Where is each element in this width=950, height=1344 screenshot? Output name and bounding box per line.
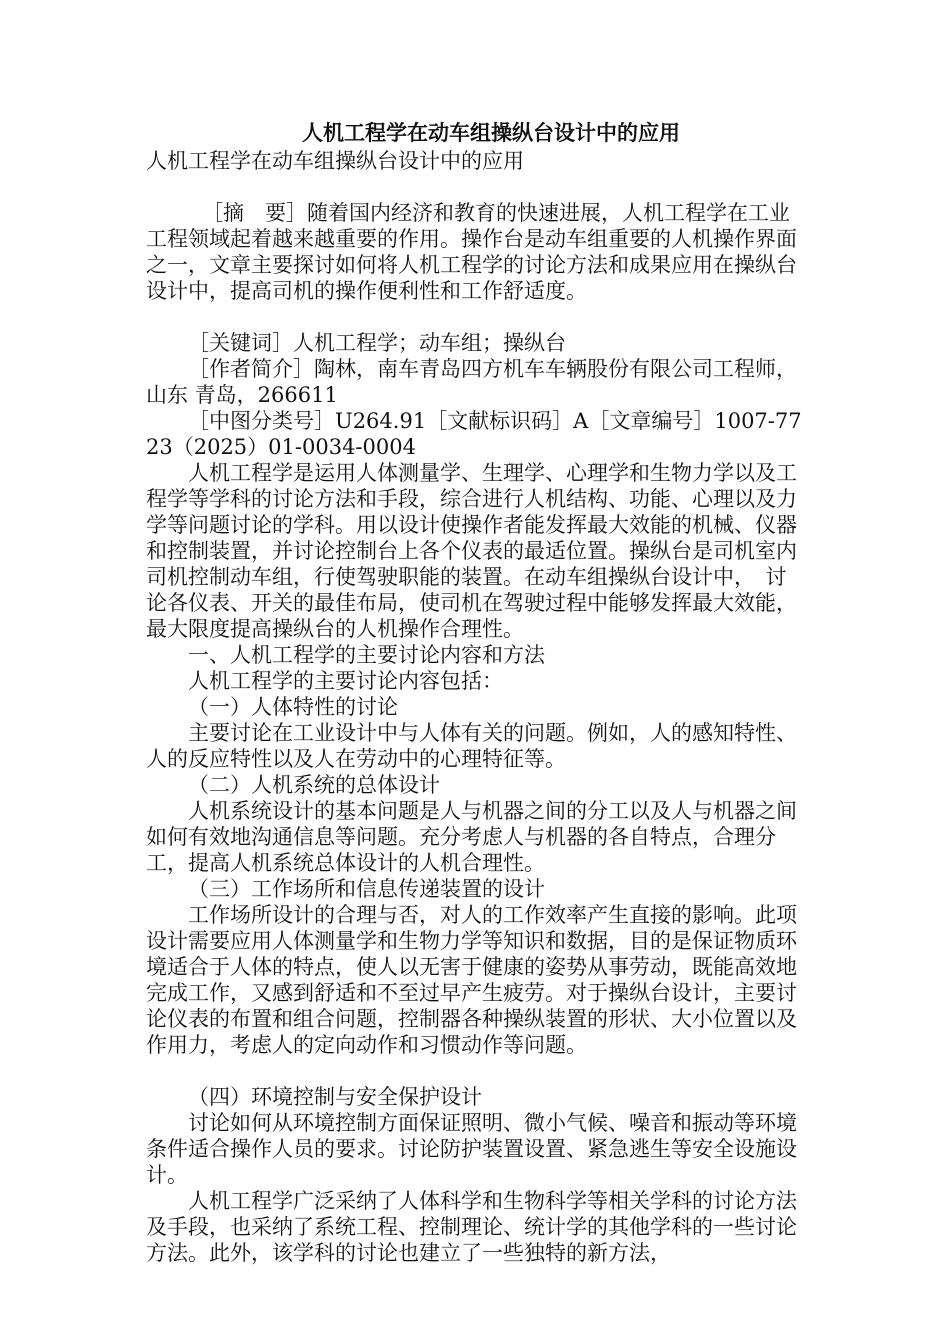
document-title: 人机工程学在动车组操纵台设计中的应用 [302,120,680,145]
subsection-heading: （四）环境控制与安全保护设计 [188,1085,482,1109]
document-page [146,118,806,1266]
author-line: ［作者简介］陶林，南车青岛四方机车车辆股份有限公司工程师，山东 青岛，266611 [146,357,797,407]
classification-line: ［中图分类号］U264.91［文献标识码］A［文章编号］1007-7723（2025）01-0034-0004 [146,409,802,459]
abstract-paragraph: ［摘 要］随着国内经济和教育的快速进展，人机工程学在工业工程领域起着越来越重要的作用。操作台是动车组重要的人机操作界面之一，文章主要探讨如何将人机工程学的讨论方法和成果应用在操纵台设计中，提高司机的操作便利性和工作舒适度。 [146,201,797,303]
subsection-heading: （三）工作场所和信息传递装置的设计 [188,877,545,901]
spacer [146,174,806,200]
body-paragraph: 人机工程学广泛采纳了人体科学和生物科学等相关学科的讨论方法及手段，也采纳了系统工程、控制理论、统计学的其他学科的一些讨论方法。此外，该学科的讨论也建立了一些独特的新方法， [146,1189,797,1265]
body-paragraph: 人机系统设计的基本问题是人与机器之间的分工以及人与机器之间如何有效地沟通信息等问题。充分考虑人与机器的各自特点，合理分工，提高人机系统总体设计的人机合理性。 [146,799,797,875]
body-paragraph: 讨论如何从环境控制方面保证照明、微小气候、噪音和振动等环境条件适合操作人员的要求。讨论防护装置设置、紧急逃生等安全设施设计。 [146,1111,797,1187]
subsection-heading: （一）人体特性的讨论 [188,695,398,719]
keywords-line: ［关键词］人机工程学；动车组；操纵台 [188,331,566,355]
spacer [146,304,806,330]
body-paragraph: 人机工程学是运用人体测量学、生理学、心理学和生物力学以及工程学等学科的讨论方法和手段，综合进行人机结构、功能、心理以及力学等问题讨论的学科。用以设计使操作者能发挥最大效能的机械、仪器和控制装置，并讨论控制台上各个仪表的最适位置。操纵台是司机室内司机控制动车组，行使驾驶职能的装置。在动车组操纵台设计中， 讨论各仪表、开关的最佳布局，使司机在驾驶过程中能够发挥最大效能，最大限度提高操纵台的人机操作合理性。 [146,461,797,641]
body-paragraph: 工作场所设计的合理与否，对人的工作效率产生直接的影响。此项设计需要应用人体测量学和生物力学等知识和数据，目的是保证物质环境适合于人体的特点，使人以无害于健康的姿势从事劳动，既能高效地完成工作，又感到舒适和不至过早产生疲劳。对于操纵台设计，主要讨论仪表的布置和组合问题，控制器各种操纵装置的形状、大小位置以及作用力，考虑人的定向动作和习惯动作等问题。 [146,903,797,1057]
document-subtitle: 人机工程学在动车组操纵台设计中的应用 [146,149,524,173]
subsection-heading: （二）人机系统的总体设计 [188,773,440,797]
body-paragraph: 主要讨论在工业设计中与人体有关的问题。例如，人的感知特性、人的反应特性以及人在劳动中的心理特征等。 [146,721,797,771]
body-paragraph: 人机工程学的主要讨论内容包括： [188,669,503,693]
section-heading: 一、人机工程学的主要讨论内容和方法 [188,643,545,667]
spacer [146,1058,806,1084]
